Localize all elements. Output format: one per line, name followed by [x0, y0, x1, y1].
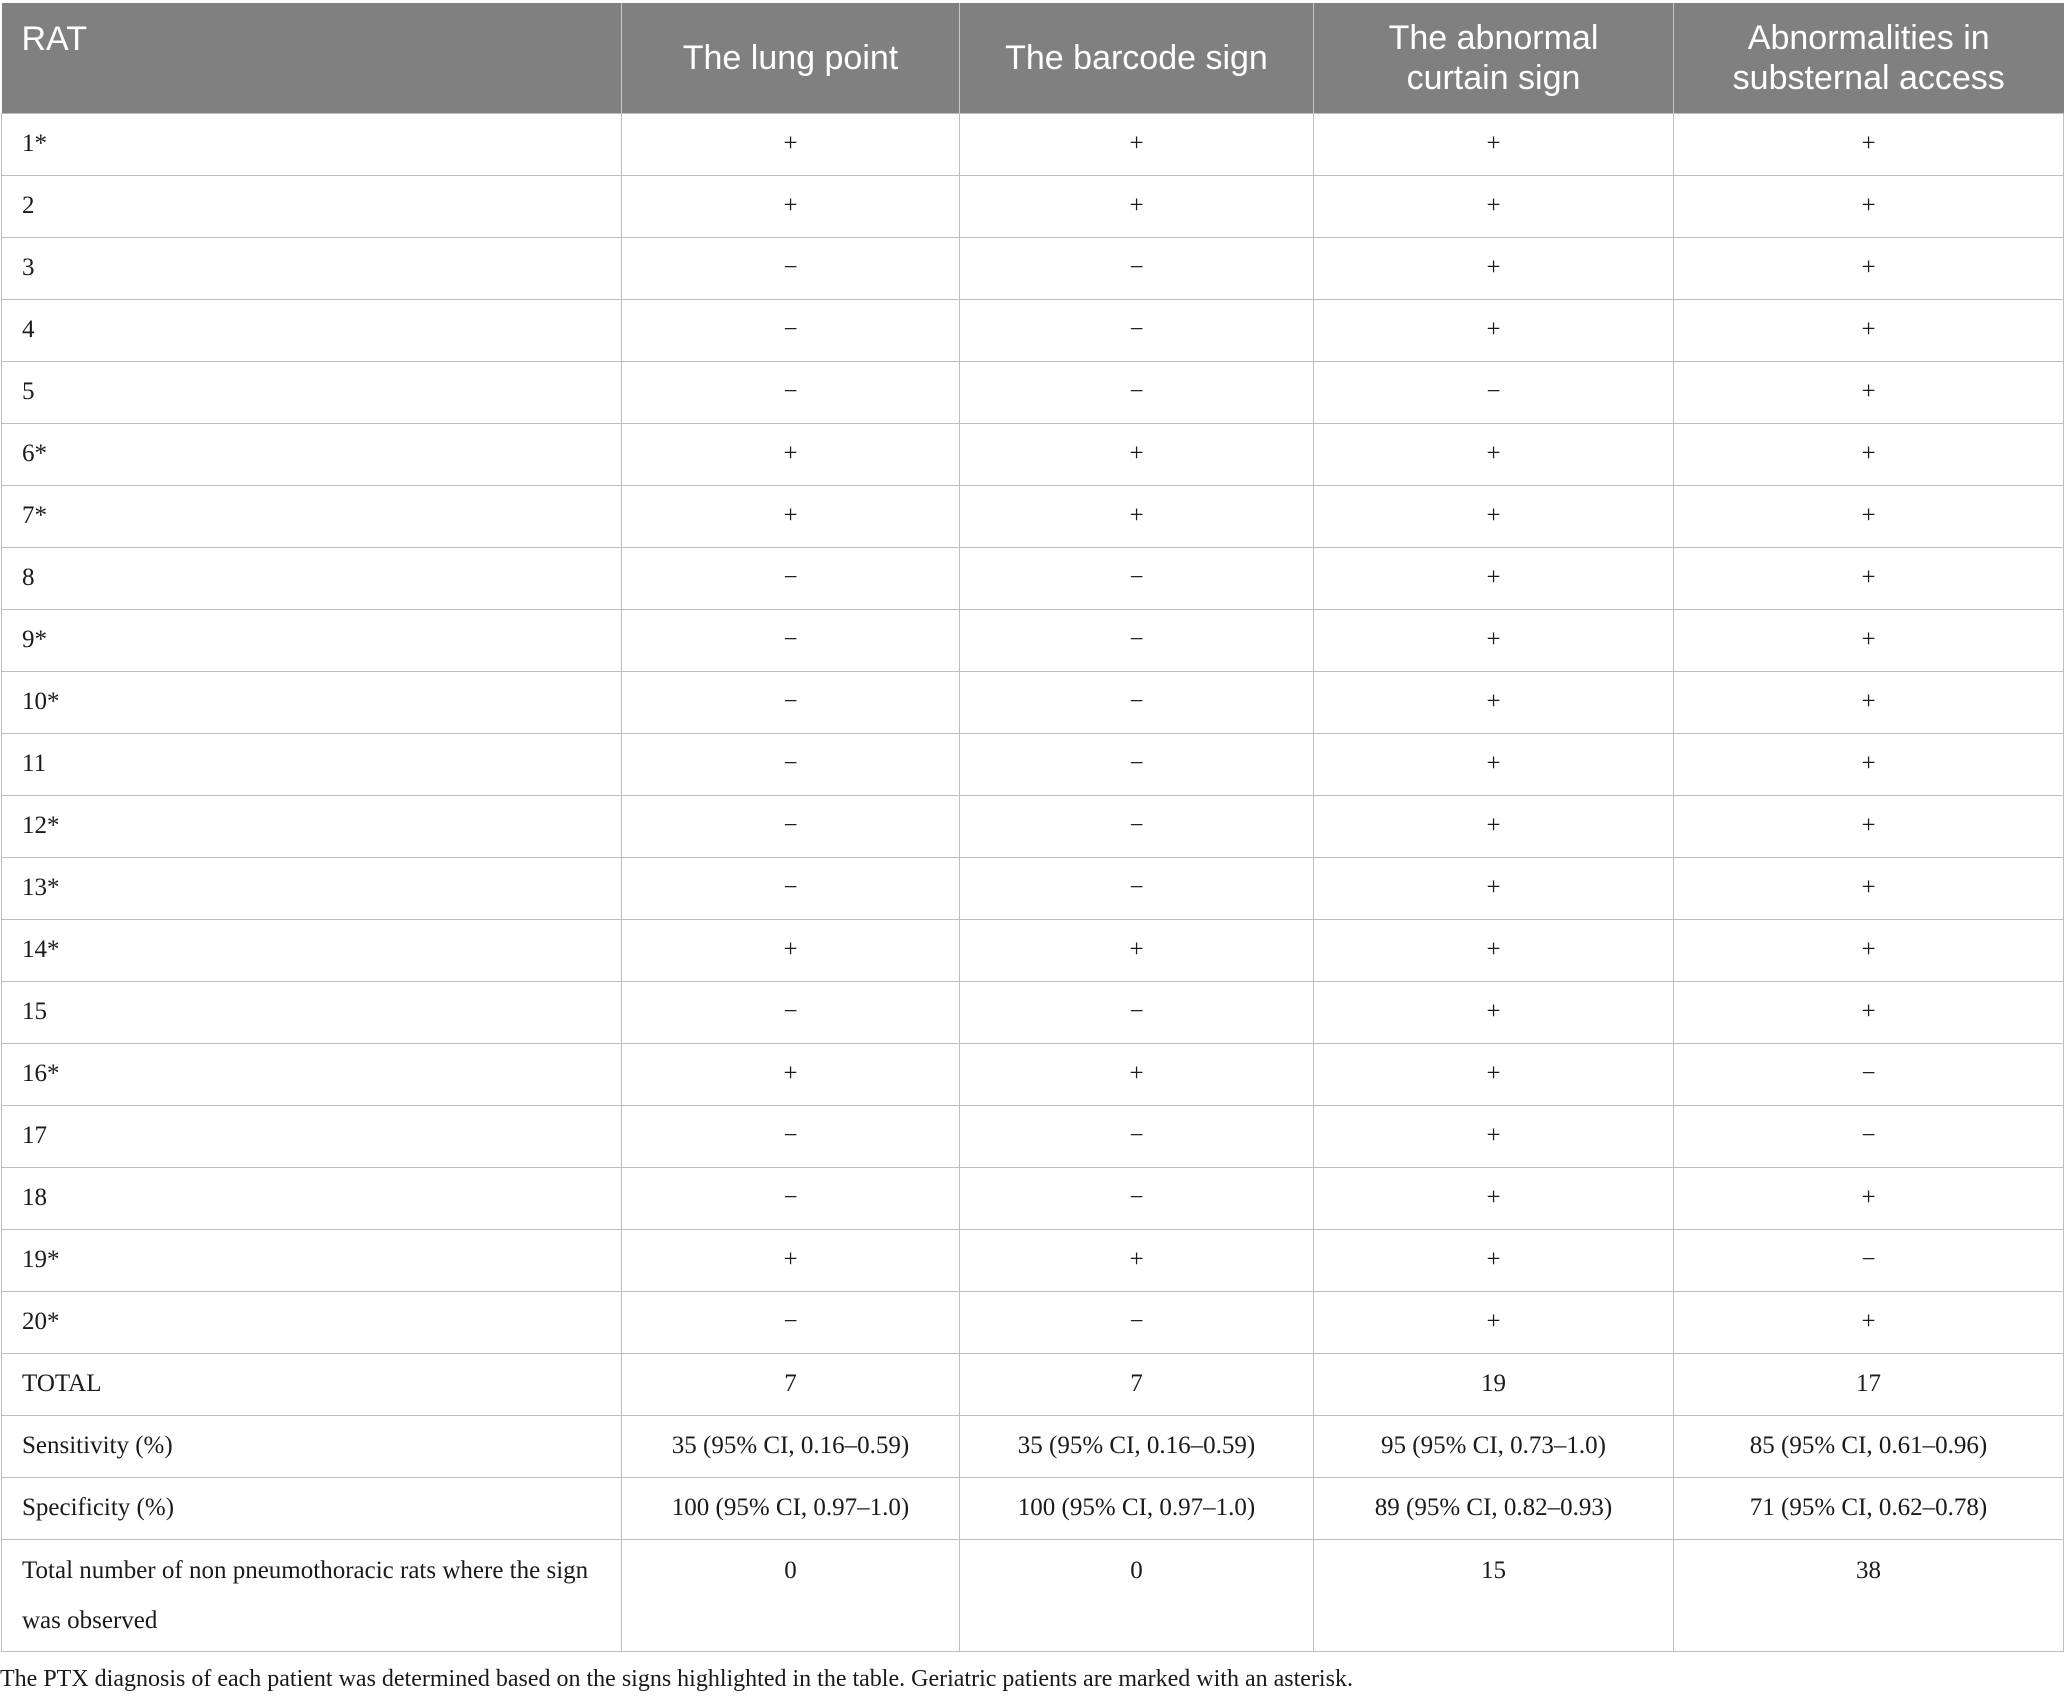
table-cell: − [960, 299, 1314, 361]
table-cell: + [1314, 733, 1674, 795]
table-cell: − [622, 795, 960, 857]
table-cell: + [1314, 609, 1674, 671]
table-cell: − [622, 733, 960, 795]
table-cell: + [960, 1043, 1314, 1105]
table-cell: 7 [960, 1353, 1314, 1415]
table-row [2, 237, 2064, 299]
row-label-cell: 18 [2, 1167, 622, 1229]
table-cell: − [1674, 1229, 2064, 1291]
table-cell: + [622, 423, 960, 485]
header-row [2, 3, 2064, 113]
row-label-cell: 15 [2, 981, 622, 1043]
table-cell: − [622, 1167, 960, 1229]
row-label-cell: 7* [2, 485, 622, 547]
row-label-cell: 8 [2, 547, 622, 609]
table-cell: + [622, 485, 960, 547]
table-row [2, 857, 2064, 919]
table-cell: 0 [622, 1539, 960, 1651]
table-row [2, 919, 2064, 981]
row-label-cell: 9* [2, 609, 622, 671]
table-cell: 17 [1674, 1353, 2064, 1415]
table-cell: + [1314, 1291, 1674, 1353]
table-cell: + [1674, 175, 2064, 237]
table-row [2, 981, 2064, 1043]
table-cell: 89 (95% CI, 0.82–0.93) [1314, 1477, 1674, 1539]
table-cell: − [960, 981, 1314, 1043]
table-row [2, 609, 2064, 671]
table-cell: + [1314, 981, 1674, 1043]
row-label-cell: 10* [2, 671, 622, 733]
column-header-lung-point: The lung point [622, 3, 960, 113]
table-cell: − [960, 795, 1314, 857]
table-cell: + [622, 113, 960, 175]
row-label-cell: 14* [2, 919, 622, 981]
table-cell: 38 [1674, 1539, 2064, 1651]
table-cell: + [960, 1229, 1314, 1291]
table-row [2, 1415, 2064, 1477]
table-cell: − [622, 299, 960, 361]
table-cell: + [1314, 857, 1674, 919]
table-cell: + [1674, 857, 2064, 919]
table-cell: + [1674, 113, 2064, 175]
table-row [2, 1539, 2064, 1651]
table-cell: − [960, 1291, 1314, 1353]
table-cell: + [1314, 795, 1674, 857]
table-cell: − [622, 1291, 960, 1353]
table-cell: + [1674, 795, 2064, 857]
table-caption: The PTX diagnosis of each patient was determined based on the signs highlighted in the table. Geriatric patients are marked with an asterisk. [0, 1666, 1353, 1692]
table-cell: − [622, 609, 960, 671]
table-row [2, 795, 2064, 857]
table-cell: + [1674, 423, 2064, 485]
table-cell: 19 [1314, 1353, 1674, 1415]
table-cell: + [1674, 733, 2064, 795]
table-row [2, 1477, 2064, 1539]
table-cell: − [960, 547, 1314, 609]
row-label-cell: TOTAL [2, 1353, 622, 1415]
table-cell: + [1674, 919, 2064, 981]
table-cell: − [622, 981, 960, 1043]
table-cell: + [960, 485, 1314, 547]
table-cell: + [1314, 919, 1674, 981]
table-cell: − [960, 1105, 1314, 1167]
table-cell: + [1674, 609, 2064, 671]
table-cell: − [1314, 361, 1674, 423]
table-row [2, 1043, 2064, 1105]
row-label-cell: 19* [2, 1229, 622, 1291]
table-cell: + [1674, 671, 2064, 733]
table-cell: + [960, 113, 1314, 175]
table-header [2, 3, 2064, 113]
row-label-cell: 6* [2, 423, 622, 485]
table-cell: + [622, 919, 960, 981]
table-cell: − [960, 1167, 1314, 1229]
table-cell: 95 (95% CI, 0.73–1.0) [1314, 1415, 1674, 1477]
row-label-cell: 1* [2, 113, 622, 175]
table-row [2, 547, 2064, 609]
table-cell: + [1314, 175, 1674, 237]
table-cell: − [1674, 1105, 2064, 1167]
table-cell: + [622, 1229, 960, 1291]
table-cell: 100 (95% CI, 0.97–1.0) [960, 1477, 1314, 1539]
table-cell: 100 (95% CI, 0.97–1.0) [622, 1477, 960, 1539]
table-body [2, 113, 2064, 1651]
table-cell: + [1674, 1167, 2064, 1229]
table-cell: + [1314, 299, 1674, 361]
table-row [2, 671, 2064, 733]
table-cell: − [622, 857, 960, 919]
table-row [2, 1353, 2064, 1415]
table-row [2, 733, 2064, 795]
row-label-cell: 20* [2, 1291, 622, 1353]
table-row [2, 423, 2064, 485]
row-label-cell: 17 [2, 1105, 622, 1167]
table-cell: + [1674, 981, 2064, 1043]
table-cell: − [622, 671, 960, 733]
table-cell: 15 [1314, 1539, 1674, 1651]
table-cell: + [1314, 1043, 1674, 1105]
column-header-barcode-sign: The barcode sign [960, 3, 1314, 113]
table-row [2, 299, 2064, 361]
table-cell: + [1314, 671, 1674, 733]
row-label-cell: Total number of non pneumothoracic rats where the sign was observed [2, 1539, 622, 1651]
table-row [2, 1167, 2064, 1229]
column-header-substernal-access: Abnormalities in substernal access [1674, 3, 2064, 113]
row-label-cell: 5 [2, 361, 622, 423]
table-cell: 85 (95% CI, 0.61–0.96) [1674, 1415, 2064, 1477]
table-row [2, 175, 2064, 237]
table-cell: − [960, 671, 1314, 733]
table-cell: − [960, 361, 1314, 423]
table-cell: − [960, 609, 1314, 671]
table-cell: + [960, 175, 1314, 237]
column-header-abnormal-curtain-sign: The abnormal curtain sign [1314, 3, 1674, 113]
table-cell: + [1674, 237, 2064, 299]
table-cell: − [1674, 1043, 2064, 1105]
table-cell: + [1674, 299, 2064, 361]
table-cell: + [1674, 1291, 2064, 1353]
row-label-cell: 16* [2, 1043, 622, 1105]
table-row [2, 1291, 2064, 1353]
table-cell: − [960, 733, 1314, 795]
table-cell: + [622, 1043, 960, 1105]
table-cell: + [960, 423, 1314, 485]
table-cell: + [1314, 113, 1674, 175]
table-cell: + [1314, 1229, 1674, 1291]
table-cell: 71 (95% CI, 0.62–0.78) [1674, 1477, 2064, 1539]
table-cell: + [622, 175, 960, 237]
table-cell: 7 [622, 1353, 960, 1415]
table-cell: 35 (95% CI, 0.16–0.59) [622, 1415, 960, 1477]
table-cell: − [622, 237, 960, 299]
table-cell: + [1674, 547, 2064, 609]
row-label-cell: Sensitivity (%) [2, 1415, 622, 1477]
row-label-cell: 2 [2, 175, 622, 237]
table-row [2, 1229, 2064, 1291]
table-cell: + [1674, 485, 2064, 547]
table-cell: + [1314, 1105, 1674, 1167]
table-cell: + [960, 919, 1314, 981]
row-label-cell: 11 [2, 733, 622, 795]
table-cell: + [1314, 237, 1674, 299]
row-label-cell: 13* [2, 857, 622, 919]
table-cell: 35 (95% CI, 0.16–0.59) [960, 1415, 1314, 1477]
row-label-cell: 4 [2, 299, 622, 361]
row-label-cell: 12* [2, 795, 622, 857]
table-cell: 0 [960, 1539, 1314, 1651]
table-cell: + [1314, 485, 1674, 547]
data-table [1, 3, 2064, 1652]
row-label-cell: Specificity (%) [2, 1477, 622, 1539]
table-row [2, 485, 2064, 547]
table-cell: − [622, 547, 960, 609]
table-cell: + [1674, 361, 2064, 423]
column-header-rat: RAT [2, 3, 622, 113]
table-cell: − [622, 1105, 960, 1167]
row-label-cell: 3 [2, 237, 622, 299]
table-row [2, 361, 2064, 423]
table-cell: − [960, 857, 1314, 919]
table-row [2, 1105, 2064, 1167]
table-cell: − [622, 361, 960, 423]
table-cell: + [1314, 1167, 1674, 1229]
table-row [2, 113, 2064, 175]
table-cell: + [1314, 547, 1674, 609]
table-cell: + [1314, 423, 1674, 485]
table-cell: − [960, 237, 1314, 299]
